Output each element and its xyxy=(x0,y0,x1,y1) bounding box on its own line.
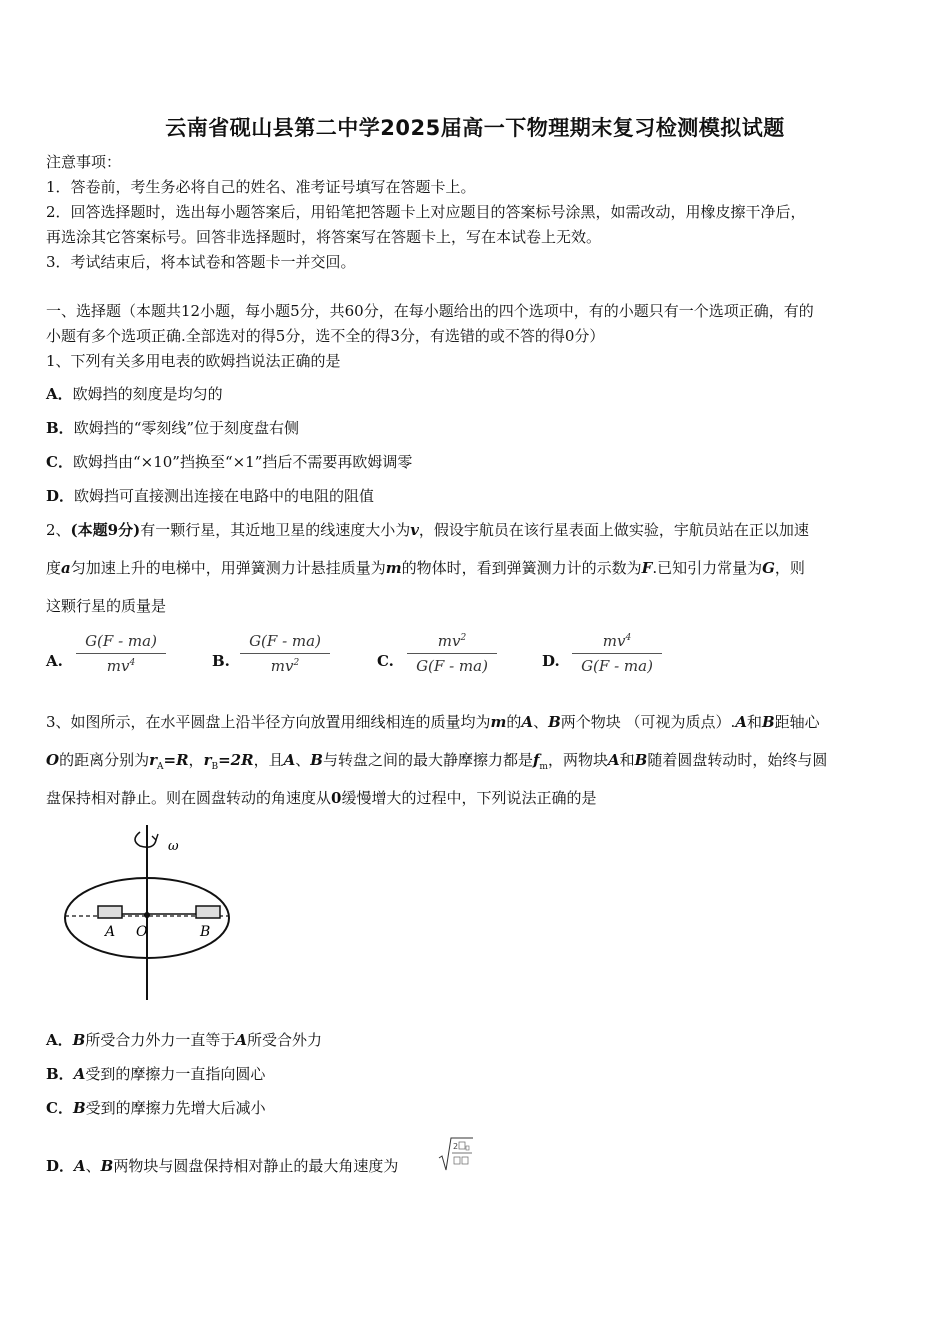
q3-stem-line3: 盘保持相对静止。则在圆盘转动的角速度从0缓慢增大的过程中，下列说法正确的是 xyxy=(46,789,597,807)
q3-option-d: D．A、B两物块与圆盘保持相对静止的最大角速度为 xyxy=(46,1157,399,1175)
q1-option-a: A．欧姆挡的刻度是均匀的 xyxy=(46,385,223,403)
sqrt-formula-image xyxy=(438,1136,474,1172)
label-a: A xyxy=(105,924,116,940)
q2-stem-line3: 这颗行星的质量是 xyxy=(46,597,167,615)
page-title: 云南省砚山县第二中学2025届高一下物理期末复习检测模拟试题 xyxy=(165,116,785,140)
notice-item-2-cont: 再选涂其它答案标号。回答非选择题时，将答案写在答题卡上，写在本试卷上无效。 xyxy=(46,228,602,246)
q1-option-a-text: 欧姆挡的刻度是均匀的 xyxy=(72,385,223,403)
omega-label: ω xyxy=(168,839,179,854)
q3-option-a: A．B所受合力外力一直等于A所受合外力 xyxy=(46,1031,322,1049)
q2-stem-line2: 度a匀加速上升的电梯中，用弹簧测力计悬挂质量为m的物体时，看到弹簧测力计的示数为F.已知引力常量为G，则 xyxy=(46,559,805,577)
block-b xyxy=(196,906,220,918)
q3-stem-line1: 3、如图所示，在水平圆盘上沿半径方向放置用细线相连的质量均为m的A、B两个物块 （可视为质点）.A和B距轴心 xyxy=(46,713,820,731)
q1-option-c-text: 欧姆挡由“×10”挡换至“×1”挡后不需要再欧姆调零 xyxy=(72,453,413,471)
notice-item-3: 3．考试结束后，将本试卷和答题卡一并交回。 xyxy=(46,253,356,271)
rotation-arrow-head-icon xyxy=(152,834,158,840)
center-point xyxy=(144,912,150,918)
q2-options: A. $\frac{G(F - ma)}{mv^4}$ B. $\frac{G(F - ma)}{mv^2}$ C. $\frac{mv^2}{G(F - ma)}$ D. $\frac{mv^4}{G(F - ma)}$ xyxy=(46,628,906,688)
q2-option-c-formula: $\frac{mv^2}{G(F - ma)}$ xyxy=(407,632,497,675)
q1-option-d-text: 欧姆挡可直接测出连接在电路中的电阻的阻值 xyxy=(74,487,375,505)
q2-stem-line1: 2、(本题9分)有一颗行星，其近地卫星的线速度大小为v，假设宇航员在该行星表面上做实验，宇航员站在正以加速 xyxy=(46,521,809,539)
q3-option-b: B．A受到的摩擦力一直指向圆心 xyxy=(46,1065,266,1083)
label-o: O xyxy=(136,924,148,940)
q1-option-b: B．欧姆挡的“零刻线”位于刻度盘右侧 xyxy=(46,419,300,437)
rotation-arrow-icon xyxy=(135,832,156,847)
label-b: B xyxy=(200,924,211,940)
svg-text:2: 2 xyxy=(453,1142,459,1151)
q1-option-d: D．欧姆挡可直接测出连接在电路中的电阻的阻值 xyxy=(46,487,375,505)
notice-item-1: 1．答卷前，考生务必将自己的姓名、准考证号填写在答题卡上。 xyxy=(46,178,476,196)
q1-option-b-text: 欧姆挡的“零刻线”位于刻度盘右侧 xyxy=(73,419,300,437)
rotating-disk-diagram xyxy=(60,820,230,1005)
q2-option-a-formula: $\frac{G(F - ma)}{mv^4}$ xyxy=(76,632,166,675)
block-a xyxy=(98,906,122,918)
q1-option-c: C．欧姆挡由“×10”挡换至“×1”挡后不需要再欧姆调零 xyxy=(46,453,413,471)
q2-option-b-formula: $\frac{G(F - ma)}{mv^2}$ xyxy=(240,632,330,675)
notice-item-2: 2．回答选择题时，选出每小题答案后，用铅笔把答题卡上对应题目的答案标号涂黑，如需改动，用橡皮擦干净后， xyxy=(46,203,806,221)
q3-stem-line2: O的距离分别为$r_A=R$，$r_B=2R$，且A、B与转盘之间的最大静摩擦力都是$f_m$，两物块A和B随着圆盘转动时，始终与圆 xyxy=(46,751,828,772)
section-header-line2: 小题有多个选项正确.全部选对的得5分，选不全的得3分，有选错的或不答的得0分） xyxy=(46,327,605,345)
q1-stem: 1、下列有关多用电表的欧姆挡说法正确的是 xyxy=(46,352,341,370)
section-header-line1: 一、选择题（本题共12小题，每小题5分，共60分，在每小题给出的四个选项中，有的小题只有一个选项正确，有的 xyxy=(46,302,814,320)
notice-header: 注意事项： xyxy=(46,153,122,171)
q2-option-d-formula: $\frac{mv^4}{G(F - ma)}$ xyxy=(572,632,662,675)
q3-option-c: C．B受到的摩擦力先增大后减小 xyxy=(46,1099,266,1117)
